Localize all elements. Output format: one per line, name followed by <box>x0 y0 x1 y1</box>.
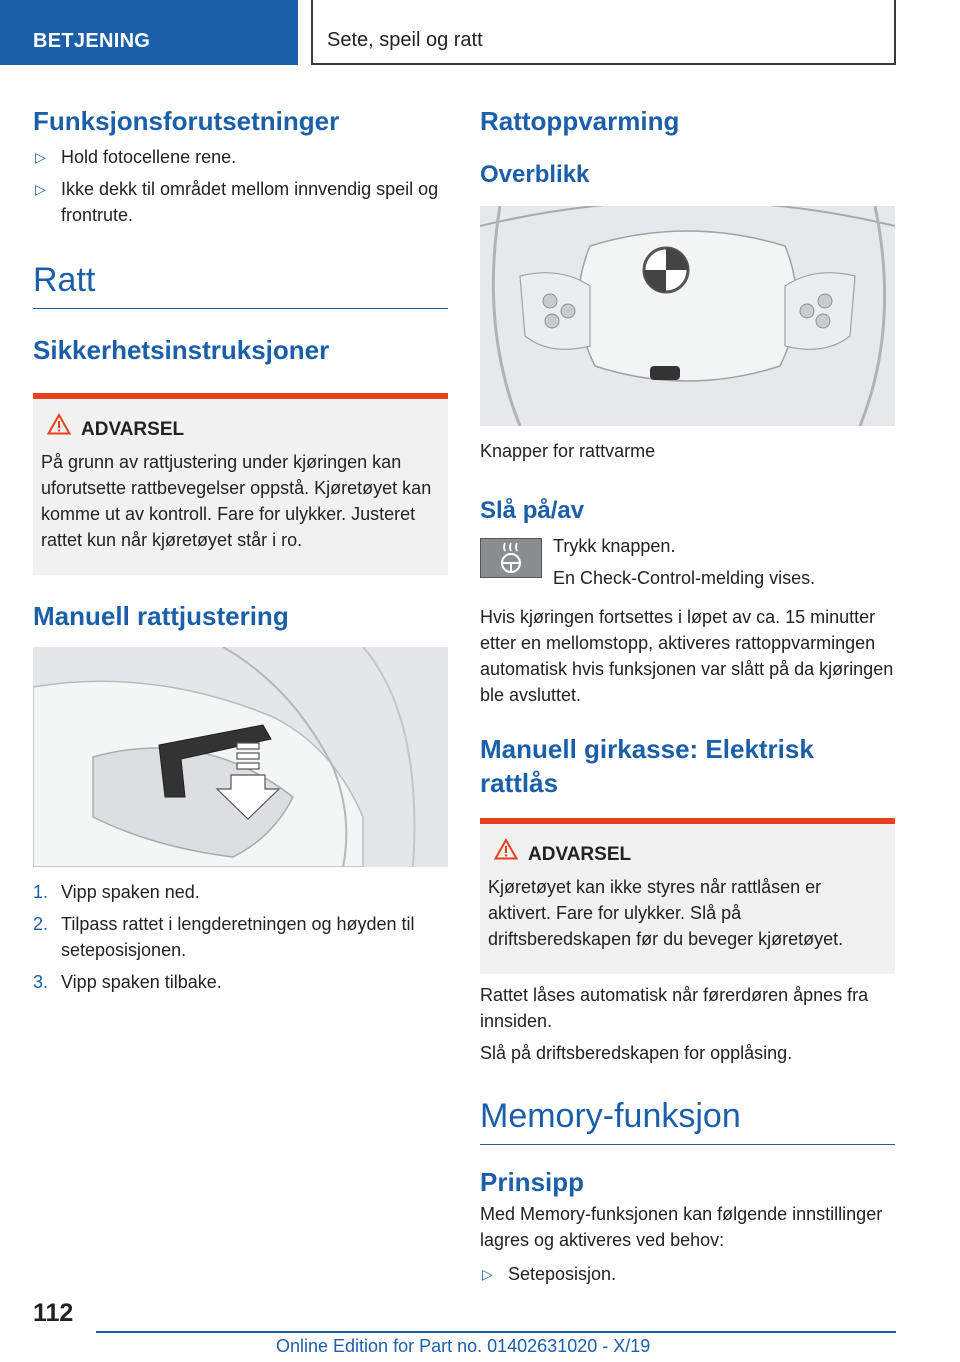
lever-illustration <box>33 647 448 867</box>
onoff-paragraph: Hvis kjøringen fortsettes i løpet av ca. 15 minutter etter en mellomstopp, aktiveres rattoppvarmingen automatisk hvis funksjonen var slått på da kjøringen ble avsluttet. <box>480 607 894 705</box>
section-tab <box>0 0 298 65</box>
onoff-step-1: Trykk knappen. <box>553 536 676 556</box>
lock-paragraph-2: Slå på driftsberedskapen for opplåsing. <box>480 1043 793 1063</box>
warning-box <box>33 393 448 575</box>
onoff-step-2: En Check-Control-melding vises. <box>553 568 816 588</box>
principle-heading: Prinsipp <box>480 1167 585 1197</box>
memory-heading: Memory-funksjon <box>480 1094 895 1145</box>
heated-wheel-button-icon <box>480 538 542 578</box>
list-item: ▷ Ikke dekk til området mellom innvendig speil og frontrute. <box>33 176 448 228</box>
warning-title: ADVARSEL <box>488 842 887 868</box>
manual-adjust-heading: Manuell rattjustering <box>33 601 289 631</box>
list-item: ▷ Seteposisjon. <box>480 1261 895 1287</box>
chapter-box <box>311 0 896 65</box>
edition-text: Online Edition for Part no. 01402631020 - X/19 <box>276 1336 651 1356</box>
gear-lock-heading: Manuell girkasse: Elektrisk rattlås <box>480 734 814 798</box>
steering-wheel-illustration <box>480 206 895 426</box>
page-number: 112 <box>33 1299 74 1327</box>
heating-heading: Rattoppvarming <box>480 106 680 136</box>
step-item: 1. Vipp spaken ned. <box>33 882 200 902</box>
onoff-heading: Slå på/av <box>480 497 585 524</box>
warning-box <box>480 818 895 974</box>
warning-text: Kjøretøyet kan ikke styres når rattlåsen er aktivert. Fare for ulykker. Slå på driftsberedskapen før du beveger kjøretøyet. <box>488 877 844 949</box>
lock-paragraph-1: Rattet låses automatisk når førerdøren åpnes fra innsiden. <box>480 985 869 1031</box>
triangle-bullet-icon: ▷ <box>35 149 46 165</box>
warning-text: På grunn av rattjustering under kjøringen kan uforutsette rattbevegelser oppstå. Kjøretøyet kan komme ut av kontroll. Fare for ulykker. Justeret rattet kun når kjøretøyet står i ro. <box>41 452 432 550</box>
triangle-bullet-icon: ▷ <box>482 1266 493 1282</box>
step-item: 2. Tilpass rattet i lengderetningen og høyden til seteposisjonen. <box>33 914 415 960</box>
safety-heading: Sikkerhetsinstruksjoner <box>33 335 330 365</box>
preconditions-heading: Funksjonsforutsetninger <box>33 106 340 136</box>
warning-title: ADVARSEL <box>41 417 440 443</box>
right-column <box>480 100 895 1293</box>
triangle-bullet-icon: ▷ <box>35 181 46 197</box>
footer-divider <box>96 1331 896 1333</box>
chapter-label: Sete, speil og ratt <box>327 29 483 51</box>
principle-paragraph: Med Memory-funksjonen kan følgende innstillinger lagres og aktiveres ved behov: <box>480 1204 883 1250</box>
image-caption: Knapper for rattvarme <box>480 441 656 461</box>
overview-heading: Overblikk <box>480 161 590 188</box>
left-column <box>33 100 448 1001</box>
onoff-block <box>480 534 895 594</box>
step-item: 3. Vipp spaken tilbake. <box>33 972 222 992</box>
warning-triangle-icon <box>494 838 518 860</box>
warning-triangle-icon <box>47 413 71 435</box>
section-label: BETJENING <box>33 30 151 52</box>
list-item: ▷ Hold fotocellene rene. <box>33 144 448 170</box>
ratt-heading: Ratt <box>33 258 448 309</box>
